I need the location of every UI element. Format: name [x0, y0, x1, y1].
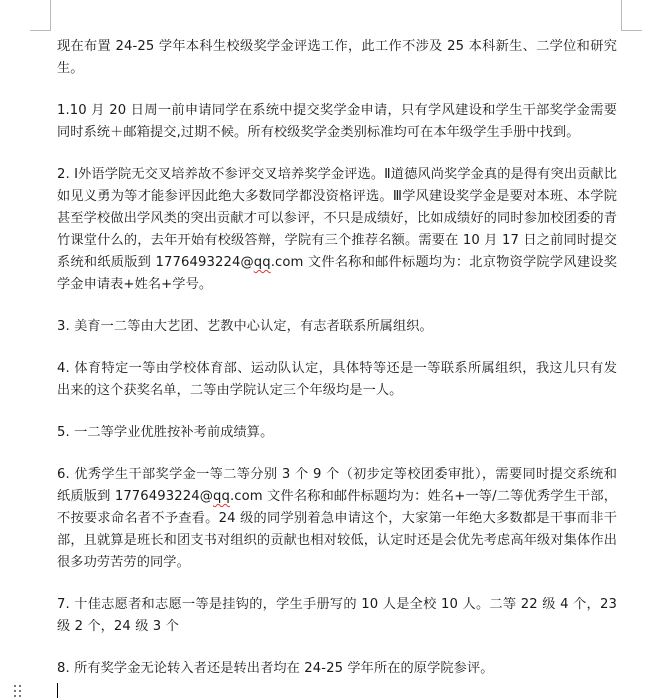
item-6-text-before: 6. 优秀学生干部奖学金一等二等分别 3 个 9 个（初步定等校团委审批），需要同时提交系统和纸质版到 1776493224@ — [57, 467, 617, 504]
item-2-paragraph — [57, 164, 617, 296]
margin-corner-mark-right — [621, 0, 642, 31]
item-6-paragraph — [57, 464, 617, 574]
item-5-paragraph: 5. 一二等学业优胜按补考前成绩算。 — [57, 425, 274, 440]
item-4-paragraph: 4. 体育特定一等由学校体育部、运动队认定，具体特等还是一等联系所属组织，我这儿只有发出来的这个获奖名单，二等由学院认定三个年级均是一人。 — [57, 361, 617, 398]
drag-handle-icon[interactable] — [14, 685, 24, 697]
spellcheck-underline: qq — [213, 489, 230, 504]
text-cursor — [57, 683, 58, 698]
item-1-paragraph: 1.10 月 20 日周一前申请同学在系统中提交奖学金申请，只有学风建设和学生干部奖学金需要同时系统＋邮箱提交,过期不候。所有校级奖学金类别标准均可在本年级学生手册中找到。 — [57, 103, 617, 140]
item-3-paragraph: 3. 美育一二等由大艺团、艺教中心认定，有志者联系所属组织。 — [57, 319, 433, 334]
intro-paragraph: 现在布置 24-25 学年本科生校级奖学金评选工作，此工作不涉及 25 本科新生、二学位和研究生。 — [57, 39, 617, 76]
item-8-paragraph: 8. 所有奖学金无论转入者还是转出者均在 24-25 学年所在的原学院参评。 — [57, 661, 494, 676]
item-2-text-after: .com 文件名称和邮件标题均为：北京物资学院学风建设奖学金申请表+姓名+学号。 — [57, 255, 617, 292]
margin-corner-mark-left — [30, 0, 51, 31]
item-2-text-before: 2. Ⅰ外语学院无交叉培养故不参评交叉培养奖学金评选。Ⅱ道德风尚奖学金真的是得有突出贡献比如见义勇为等才能参评因此绝大多数同学都没资格评选。Ⅲ学风建设奖学金是要对本班、本学院甚至学校做出学风类的突出贡献才可以参评，不只是成绩好，比如成绩好的同时参加校团委的青竹课堂什么的，去年开始有校级答辩，学院有三个推荐名额。需要在 10 月 17 日之前同时提交系统和纸质版到 1776493224@ — [57, 167, 617, 270]
spellcheck-underline: qq — [253, 255, 271, 270]
item-6-text-after: .com 文件名称和邮件标题均为：姓名+一等/二等优秀学生干部，不按要求命名者不予查看。24 级的同学别着急申请这个，大家第一年绝大多数都是干事而非干部，且就算是班长和团支书对组织的贡献也相对较低，认定时还是会优先考虑高年级对集体作出很多功劳苦劳的同学。 — [57, 489, 617, 570]
document-body[interactable] — [57, 36, 617, 680]
item-7-paragraph: 7. 十佳志愿者和志愿一等是挂钩的，学生手册写的 10 人是全校 10 人。二等 22 级 4 个，23 级 2 个，24 级 3 个 — [57, 597, 617, 634]
